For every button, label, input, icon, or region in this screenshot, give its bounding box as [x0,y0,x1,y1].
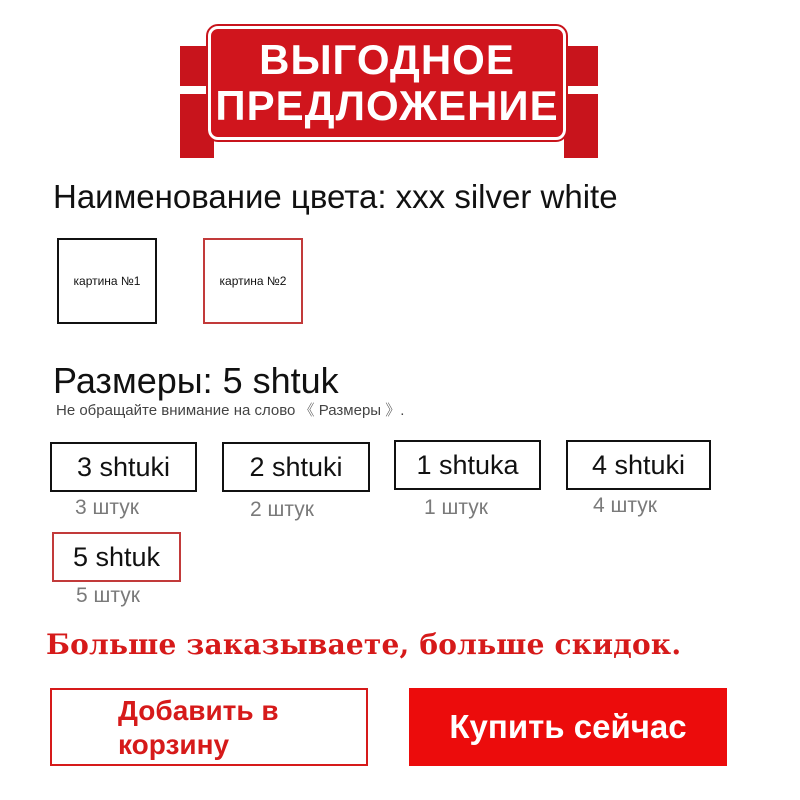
promo-banner [180,24,598,148]
banner-line-2: ПРЕДЛОЖЕНИЕ [215,82,559,129]
color-name-title: Наименование цвета: xxx silver white [53,178,618,215]
size-option-label: 3 shtuki [76,451,171,482]
banner-ribbon-right [564,46,598,158]
buy-now-label: Купить сейчас [449,708,687,745]
size-option-sub: 2 штук [250,498,314,521]
color-swatch-label: картина №2 [219,274,287,288]
size-option-sub: 1 штук [424,496,488,519]
size-option-5[interactable] [52,532,181,582]
banner-line-1: ВЫГОДНОЕ [259,36,515,83]
size-title: Размеры: 5 shtuk [53,360,339,401]
buy-now-button[interactable] [409,688,727,766]
color-swatch-1[interactable] [57,238,157,324]
add-to-cart-button[interactable]: Добавить в корзину [50,688,368,766]
size-option-label: 5 shtuk [72,541,161,572]
size-option-sub: 5 штук [76,584,140,607]
size-option-sub: 3 штук [75,496,139,519]
size-option-2[interactable] [222,442,370,492]
color-swatch-label: картина №1 [73,274,141,288]
size-option-3[interactable] [50,442,197,492]
size-option-sub: 4 штук [593,494,657,517]
color-swatch-2[interactable] [203,238,303,324]
size-option-label: 4 shtuki [591,449,686,480]
discount-promo-text: Больше заказываете, больше скидок. [46,628,682,661]
size-option-label: 2 shtuki [249,451,343,482]
size-option-4[interactable] [566,440,711,490]
size-note: Не обращайте внимание на слово 《 Размеры 》. [56,402,405,419]
size-option-label: 1 shtuka [416,449,519,480]
banner-plate [208,26,566,140]
size-option-1[interactable] [394,440,541,490]
